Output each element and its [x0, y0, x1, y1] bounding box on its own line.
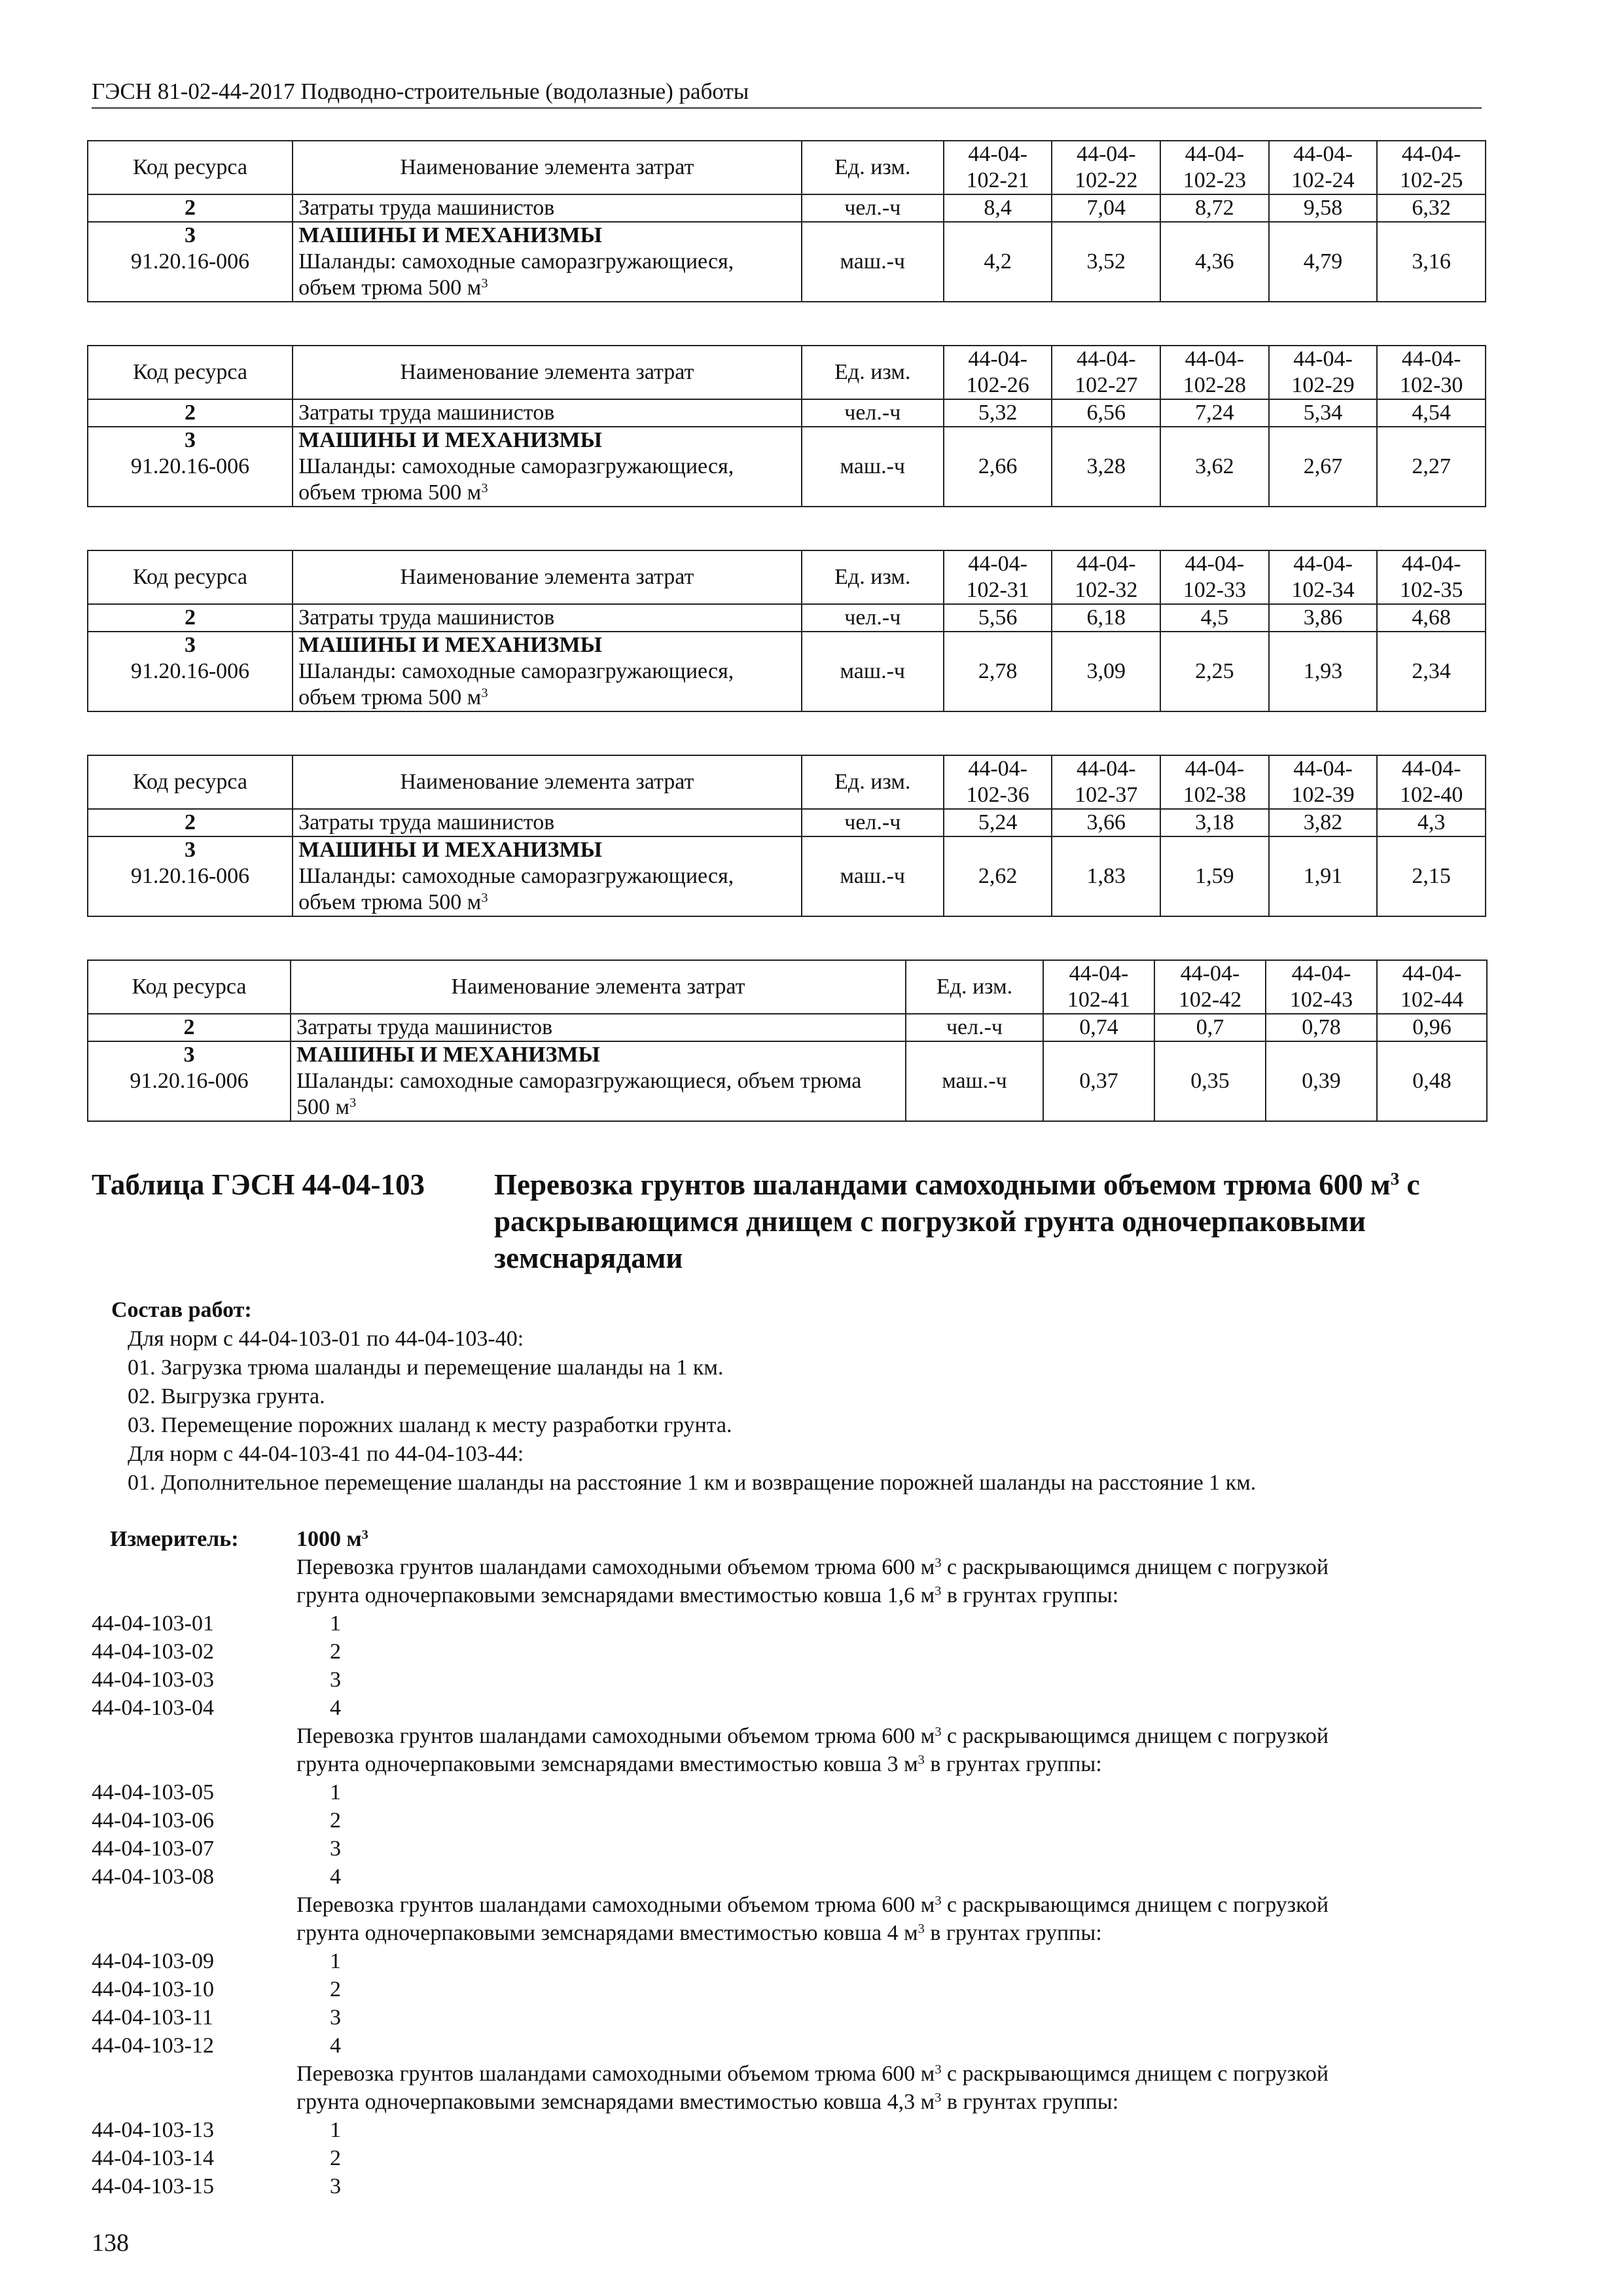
machine-value: 2,27	[1377, 427, 1486, 507]
machine-value: 4,2	[944, 222, 1052, 302]
machine-value: 1,59	[1160, 836, 1269, 916]
norm-row	[92, 1778, 1492, 1806]
col-head-norm: 44-04-102-38	[1160, 755, 1269, 809]
col-head-code: Код ресурса	[88, 550, 293, 604]
work-composition-heading: Состав работ:	[111, 1298, 252, 1322]
col-head-name: Наименование элемента затрат	[293, 346, 802, 399]
machine-names	[293, 632, 802, 711]
machine-value: 1,83	[1052, 836, 1160, 916]
superscript: 3	[481, 890, 488, 905]
col-head-code: Код ресурса	[88, 346, 293, 399]
desc-text: Перевозка грунтов шаландами самоходными объемом трюма 600 м	[296, 1724, 935, 1748]
col-head-name: Наименование элемента затрат	[293, 141, 802, 194]
desc-text: в грунтах группы:	[924, 1921, 1102, 1945]
labor-value: 0,74	[1043, 1014, 1154, 1041]
soil-group: 2	[330, 1640, 341, 1664]
norm-row	[92, 1638, 1492, 1666]
desc-text: грунта одночерпаковыми земснарядами вместимостью ковша 1,6 м	[296, 1583, 935, 1607]
labor-value: 9,58	[1269, 194, 1378, 222]
machine-names	[293, 222, 802, 302]
labor-value: 5,56	[944, 604, 1052, 632]
machine-codes	[88, 836, 293, 916]
machine-value: 2,67	[1269, 427, 1378, 507]
labor-value: 8,4	[944, 194, 1052, 222]
machine-value: 0,37	[1043, 1041, 1154, 1121]
col-head-norm: 44-04-102-22	[1052, 141, 1160, 194]
table-title-text-b: с раскрывающимся днищем с погрузкой грунта одночерпаковыми земснарядами	[494, 1168, 1420, 1274]
machine-value: 2,78	[944, 632, 1052, 711]
labor-value: 4,68	[1377, 604, 1486, 632]
col-head-unit: Ед. изм.	[802, 550, 944, 604]
labor-value: 3,66	[1052, 809, 1160, 836]
col-head-norm: 44-04-102-43	[1266, 960, 1377, 1014]
resource-name	[298, 658, 796, 711]
machine-value: 0,48	[1377, 1041, 1487, 1121]
group-name: МАШИНЫ И МЕХАНИЗМЫ	[296, 1043, 600, 1067]
col-head-unit: Ед. изм.	[802, 346, 944, 399]
resource-code: 91.20.16-006	[130, 454, 250, 478]
machine-names	[291, 1041, 906, 1121]
desc-text: Перевозка грунтов шаландами самоходными объемом трюма 600 м	[296, 2062, 935, 2086]
desc-text: грунта одночерпаковыми земснарядами вместимостью ковша 3 м	[296, 1752, 918, 1776]
work-line: 03. Перемещение порожних шаланд к месту разработки грунта.	[128, 1413, 732, 1437]
labor-value: 8,72	[1160, 194, 1269, 222]
machine-value: 1,91	[1269, 836, 1378, 916]
machine-value: 4,36	[1160, 222, 1269, 302]
labor-unit: чел.-ч	[802, 399, 944, 427]
norm-row	[92, 2032, 1492, 2060]
machine-unit: маш.-ч	[802, 222, 944, 302]
col-head-norm: 44-04-102-40	[1377, 755, 1486, 809]
col-head-norm: 44-04-102-21	[944, 141, 1052, 194]
labor-value: 5,34	[1269, 399, 1378, 427]
norm-code: 44-04-103-07	[92, 1837, 214, 1861]
resource-name-text: Шаланды: самоходные саморазгружающиеся, объем трюма 500 м	[298, 454, 734, 505]
desc-text: с раскрывающимся днищем с погрузкой	[941, 1724, 1329, 1748]
col-head-norm: 44-04-102-41	[1043, 960, 1154, 1014]
norm-row	[92, 1666, 1492, 1694]
labor-code: 2	[88, 604, 293, 632]
superscript: 3	[935, 2062, 942, 2077]
soil-group: 3	[330, 1837, 341, 1861]
col-head-norm: 44-04-102-42	[1154, 960, 1266, 1014]
labor-value: 4,54	[1377, 399, 1486, 427]
col-head-norm: 44-04-102-36	[944, 755, 1052, 809]
group-name: МАШИНЫ И МЕХАНИЗМЫ	[298, 223, 602, 247]
machine-unit: маш.-ч	[802, 632, 944, 711]
resource-table-2	[87, 345, 1486, 507]
norm-row	[92, 1947, 1492, 1975]
labor-value: 5,32	[944, 399, 1052, 427]
work-line: 01. Загрузка трюма шаланды и перемещение шаланды на 1 км.	[128, 1355, 724, 1380]
labor-value: 7,24	[1160, 399, 1269, 427]
superscript: 3	[349, 1095, 357, 1110]
group-name: МАШИНЫ И МЕХАНИЗМЫ	[298, 838, 602, 862]
col-head-norm: 44-04-102-31	[944, 550, 1052, 604]
col-head-norm: 44-04-102-39	[1269, 755, 1378, 809]
norm-code: 44-04-103-13	[92, 2118, 214, 2142]
labor-unit: чел.-ч	[906, 1014, 1043, 1041]
work-line: Для норм с 44-04-103-01 по 44-04-103-40:	[128, 1327, 524, 1351]
desc-text: Перевозка грунтов шаландами самоходными объемом трюма 600 м	[296, 1555, 935, 1579]
labor-code: 2	[88, 809, 293, 836]
norm-group-description	[92, 1553, 1492, 1609]
col-head-norm: 44-04-102-44	[1377, 960, 1487, 1014]
col-head-norm: 44-04-102-24	[1269, 141, 1378, 194]
soil-group: 2	[330, 1808, 341, 1833]
group-name: МАШИНЫ И МЕХАНИЗМЫ	[298, 428, 602, 452]
norm-group-description	[92, 2060, 1492, 2116]
machine-codes	[88, 222, 293, 302]
norm-row	[92, 2172, 1492, 2200]
machine-value: 2,25	[1160, 632, 1269, 711]
resource-code: 91.20.16-006	[130, 249, 250, 274]
group-code: 3	[183, 1043, 195, 1067]
col-head-norm: 44-04-102-28	[1160, 346, 1269, 399]
labor-unit: чел.-ч	[802, 604, 944, 632]
machine-value: 3,28	[1052, 427, 1160, 507]
col-head-norm: 44-04-102-32	[1052, 550, 1160, 604]
resource-name-text: Шаланды: самоходные саморазгружающиеся, объем трюма 500 м	[298, 864, 734, 914]
col-head-name: Наименование элемента затрат	[293, 550, 802, 604]
desc-text: в грунтах группы:	[941, 1583, 1119, 1607]
col-head-norm: 44-04-102-25	[1377, 141, 1486, 194]
soil-group: 1	[330, 1611, 341, 1636]
soil-group: 4	[330, 1865, 341, 1889]
machine-value: 2,62	[944, 836, 1052, 916]
norm-code: 44-04-103-03	[92, 1668, 214, 1692]
machine-value: 0,39	[1266, 1041, 1377, 1121]
norm-group-description	[92, 1891, 1492, 1947]
superscript: 3	[361, 1527, 368, 1542]
resource-name	[296, 1068, 900, 1121]
norm-row	[92, 2003, 1492, 2032]
norm-code: 44-04-103-14	[92, 2146, 214, 2170]
col-head-norm: 44-04-102-37	[1052, 755, 1160, 809]
norm-code: 44-04-103-08	[92, 1865, 214, 1889]
labor-value: 3,86	[1269, 604, 1378, 632]
labor-value: 5,24	[944, 809, 1052, 836]
desc-text: с раскрывающимся днищем с погрузкой	[941, 2062, 1329, 2086]
work-line: 02. Выгрузка грунта.	[128, 1384, 325, 1408]
table-title-text	[494, 1166, 1476, 1276]
machine-value: 1,93	[1269, 632, 1378, 711]
machine-value: 0,35	[1154, 1041, 1266, 1121]
machine-value: 3,62	[1160, 427, 1269, 507]
machine-value: 3,09	[1052, 632, 1160, 711]
col-head-norm: 44-04-102-35	[1377, 550, 1486, 604]
norm-group-description	[92, 1722, 1492, 1778]
labor-name: Затраты труда машинистов	[293, 194, 802, 222]
labor-unit: чел.-ч	[802, 194, 944, 222]
labor-name: Затраты труда машинистов	[293, 604, 802, 632]
labor-name: Затраты труда машинистов	[293, 809, 802, 836]
superscript: 3	[481, 685, 488, 700]
norm-code: 44-04-103-10	[92, 1977, 214, 2001]
desc-text: Перевозка грунтов шаландами самоходными объемом трюма 600 м	[296, 1893, 935, 1917]
norm-code: 44-04-103-12	[92, 2034, 214, 2058]
col-head-code: Код ресурса	[88, 755, 293, 809]
resource-name	[298, 863, 796, 916]
desc-text: в грунтах группы:	[941, 2090, 1119, 2114]
labor-code: 2	[88, 399, 293, 427]
labor-code: 2	[88, 194, 293, 222]
soil-group: 3	[330, 2005, 341, 2030]
page-number: 138	[92, 2229, 129, 2257]
table-title-label: Таблица ГЭСН 44-04-103	[92, 1168, 425, 1201]
desc-text: с раскрывающимся днищем с погрузкой	[941, 1555, 1329, 1579]
table-title-text-a: Перевозка грунтов шаландами самоходными объемом трюма 600 м	[494, 1168, 1391, 1201]
resource-code: 91.20.16-006	[130, 659, 250, 683]
soil-group: 2	[330, 2146, 341, 2170]
soil-group: 1	[330, 2118, 341, 2142]
labor-value: 0,78	[1266, 1014, 1377, 1041]
norm-code: 44-04-103-06	[92, 1808, 214, 1833]
col-head-code: Код ресурса	[88, 141, 293, 194]
norm-code: 44-04-103-01	[92, 1611, 214, 1636]
measure-unit-text: 1000 м	[296, 1527, 362, 1551]
soil-group: 1	[330, 1949, 341, 1973]
labor-value: 6,32	[1377, 194, 1486, 222]
desc-text: в грунтах группы:	[924, 1752, 1102, 1776]
labor-code: 2	[88, 1014, 291, 1041]
resource-table-3	[87, 550, 1486, 712]
soil-group: 2	[330, 1977, 341, 2001]
resource-name-text: Шаланды: самоходные саморазгружающиеся, объем трюма 500 м	[298, 659, 734, 709]
resource-name	[298, 249, 796, 301]
resource-code: 91.20.16-006	[130, 864, 250, 888]
machine-value: 4,79	[1269, 222, 1378, 302]
norm-row	[92, 2116, 1492, 2144]
measure-unit	[296, 1525, 368, 1553]
work-composition	[111, 1296, 1486, 1498]
superscript: 3	[935, 1555, 942, 1570]
machine-unit: маш.-ч	[802, 836, 944, 916]
soil-group: 4	[330, 1696, 341, 1720]
group-code: 3	[185, 633, 196, 657]
superscript: 3	[935, 1583, 942, 1598]
labor-value: 3,82	[1269, 809, 1378, 836]
superscript: 3	[935, 1893, 942, 1908]
group-code: 3	[185, 428, 196, 452]
labor-value: 7,04	[1052, 194, 1160, 222]
col-head-norm: 44-04-102-26	[944, 346, 1052, 399]
machine-value: 2,15	[1377, 836, 1486, 916]
col-head-name: Наименование элемента затрат	[293, 755, 802, 809]
norm-row	[92, 1975, 1492, 2003]
machine-value: 3,16	[1377, 222, 1486, 302]
resource-table-5	[87, 960, 1488, 1122]
superscript: 3	[1390, 1169, 1400, 1189]
machine-value: 2,34	[1377, 632, 1486, 711]
labor-name: Затраты труда машинистов	[291, 1014, 906, 1041]
col-head-name: Наименование элемента затрат	[291, 960, 906, 1014]
norm-row	[92, 2144, 1492, 2172]
resource-code: 91.20.16-006	[130, 1069, 249, 1093]
measure-section	[92, 1525, 1492, 2200]
soil-group: 4	[330, 2034, 341, 2058]
col-head-norm: 44-04-102-23	[1160, 141, 1269, 194]
group-code: 3	[185, 838, 196, 862]
col-head-unit: Ед. изм.	[802, 755, 944, 809]
resource-name-text: Шаланды: самоходные саморазгружающиеся, объем трюма 500 м	[298, 249, 734, 300]
norm-row	[92, 1863, 1492, 1891]
norm-code: 44-04-103-05	[92, 1780, 214, 1804]
norm-code: 44-04-103-04	[92, 1696, 214, 1720]
superscript: 3	[935, 1724, 942, 1739]
resource-table-4	[87, 755, 1486, 917]
machine-unit: маш.-ч	[906, 1041, 1043, 1121]
superscript: 3	[481, 276, 488, 291]
machine-names	[293, 836, 802, 916]
norm-row	[92, 1694, 1492, 1722]
measure-header	[92, 1525, 1492, 1553]
labor-value: 6,56	[1052, 399, 1160, 427]
soil-group: 1	[330, 1780, 341, 1804]
running-header: ГЭСН 81-02-44-2017 Подводно-строительные (водолазные) работы	[92, 77, 1482, 109]
labor-unit: чел.-ч	[802, 809, 944, 836]
norm-row	[92, 1835, 1492, 1863]
labor-name: Затраты труда машинистов	[293, 399, 802, 427]
col-head-code: Код ресурса	[88, 960, 291, 1014]
group-code: 3	[185, 223, 196, 247]
col-head-unit: Ед. изм.	[906, 960, 1043, 1014]
resource-name-text: Шаланды: самоходные саморазгружающиеся, объем трюма 500 м	[296, 1069, 862, 1119]
labor-value: 0,7	[1154, 1014, 1266, 1041]
resource-name	[298, 454, 796, 506]
col-head-unit: Ед. изм.	[802, 141, 944, 194]
labor-value: 0,96	[1377, 1014, 1487, 1041]
norm-row	[92, 1806, 1492, 1835]
labor-value: 6,18	[1052, 604, 1160, 632]
col-head-norm: 44-04-102-34	[1269, 550, 1378, 604]
machine-codes	[88, 1041, 291, 1121]
superscript: 3	[481, 480, 488, 495]
labor-value: 4,3	[1377, 809, 1486, 836]
machine-codes	[88, 632, 293, 711]
resource-table-1	[87, 140, 1486, 302]
machine-unit: маш.-ч	[802, 427, 944, 507]
soil-group: 3	[330, 1668, 341, 1692]
norm-code: 44-04-103-02	[92, 1640, 214, 1664]
labor-value: 4,5	[1160, 604, 1269, 632]
machine-value: 3,52	[1052, 222, 1160, 302]
norm-code: 44-04-103-11	[92, 2005, 213, 2030]
work-line: 01. Дополнительное перемещение шаланды на расстояние 1 км и возвращение порожней шаланды на расстояние 1 км.	[128, 1471, 1257, 1495]
machine-codes	[88, 427, 293, 507]
soil-group: 3	[330, 2174, 341, 2198]
col-head-norm: 44-04-102-27	[1052, 346, 1160, 399]
desc-text: грунта одночерпаковыми земснарядами вместимостью ковша 4 м	[296, 1921, 918, 1945]
norm-code: 44-04-103-09	[92, 1949, 214, 1973]
norm-code: 44-04-103-15	[92, 2174, 214, 2198]
col-head-norm: 44-04-102-33	[1160, 550, 1269, 604]
machine-value: 2,66	[944, 427, 1052, 507]
superscript: 3	[918, 1921, 925, 1936]
work-line: Для норм с 44-04-103-41 по 44-04-103-44:	[128, 1442, 524, 1466]
superscript: 3	[918, 1752, 925, 1767]
col-head-norm: 44-04-102-30	[1377, 346, 1486, 399]
measure-label: Измеритель:	[110, 1527, 239, 1551]
col-head-norm: 44-04-102-29	[1269, 346, 1378, 399]
norm-row	[92, 1609, 1492, 1638]
superscript: 3	[935, 2090, 942, 2105]
desc-text: с раскрывающимся днищем с погрузкой	[941, 1893, 1329, 1917]
labor-value: 3,18	[1160, 809, 1269, 836]
machine-names	[293, 427, 802, 507]
group-name: МАШИНЫ И МЕХАНИЗМЫ	[298, 633, 602, 657]
desc-text: грунта одночерпаковыми земснарядами вместимостью ковша 4,3 м	[296, 2090, 935, 2114]
